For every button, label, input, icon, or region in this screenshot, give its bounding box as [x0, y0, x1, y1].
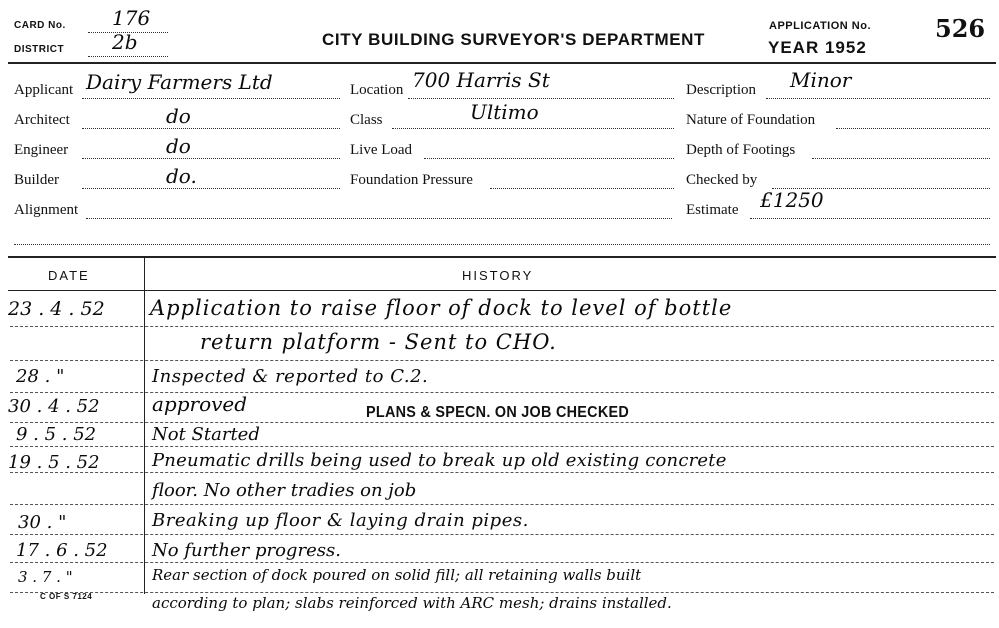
description-value: Minor [790, 68, 852, 92]
engineer-value: do [166, 134, 191, 158]
district-value: 2b [112, 30, 138, 54]
history-text: Rear section of dock poured on solid fill; all retaining walls built [152, 566, 642, 584]
checked-by-label: Checked by [686, 172, 758, 188]
department-title: CITY BUILDING SURVEYOR'S DEPARTMENT [322, 30, 706, 49]
district-label: DISTRICT [14, 44, 65, 55]
history-text: Application to raise floor of dock to level of bottle [150, 296, 733, 320]
location-label: Location [350, 82, 404, 98]
foundation-pressure-label: Foundation Pressure [350, 172, 473, 188]
card-no-label: CARD No. [14, 20, 66, 31]
history-date: 23 . 4 . 52 [8, 298, 105, 320]
description-label: Description [686, 82, 756, 98]
applicant-label: Applicant [14, 82, 74, 98]
history-text: Breaking up floor & laying drain pipes. [152, 510, 529, 531]
engineer-label: Engineer [14, 142, 69, 158]
checked-stamp: PLANS & SPECN. ON JOB CHECKED [366, 404, 630, 421]
history-date: 9 . 5 . 52 [16, 424, 97, 445]
history-date: 28 . " [16, 366, 65, 387]
history-date: 30 . 4 . 52 [8, 396, 100, 417]
card-no-value: 176 [112, 6, 151, 30]
application-no-value: 526 [935, 14, 986, 43]
history-date: 19 . 5 . 52 [8, 452, 100, 473]
location-value: 700 Harris St [412, 68, 550, 92]
history-text: according to plan; slabs reinforced with ARC mesh; drains installed. [152, 594, 672, 612]
depth-of-footings-label: Depth of Footings [686, 142, 796, 158]
architect-value: do [166, 104, 191, 128]
history-date: 3 . 7 . " [18, 568, 73, 586]
alignment-label: Alignment [14, 202, 79, 218]
history-text: Inspected & reported to C.2. [152, 366, 429, 387]
history-text: Pneumatic drills being used to break up old existing concrete [152, 450, 727, 471]
builder-value: do. [166, 164, 197, 188]
estimate-value: £1250 [760, 188, 824, 212]
architect-label: Architect [14, 112, 70, 128]
history-text: Not Started [152, 424, 260, 445]
history-column-header: HISTORY [462, 268, 534, 283]
form-reference: C OF S 7124 [40, 592, 93, 601]
history-date: 17 . 6 . 52 [16, 540, 108, 561]
year-label: YEAR 1952 [768, 38, 867, 57]
estimate-label: Estimate [686, 202, 739, 218]
builder-label: Builder [14, 172, 59, 188]
application-no-label: APPLICATION No. [769, 20, 872, 32]
history-text: approved [152, 392, 248, 416]
history-text: return platform - Sent to CHO. [200, 330, 557, 354]
history-text: No further progress. [152, 540, 341, 561]
history-text: floor. No other tradies on job [152, 480, 417, 501]
date-column-header: DATE [48, 268, 90, 283]
nature-of-foundation-label: Nature of Foundation [686, 112, 816, 128]
applicant-value: Dairy Farmers Ltd [86, 70, 273, 94]
history-date: 30 . " [18, 512, 67, 533]
live-load-label: Live Load [350, 142, 413, 158]
class-label: Class [350, 112, 383, 128]
location-value-suburb: Ultimo [470, 100, 539, 124]
